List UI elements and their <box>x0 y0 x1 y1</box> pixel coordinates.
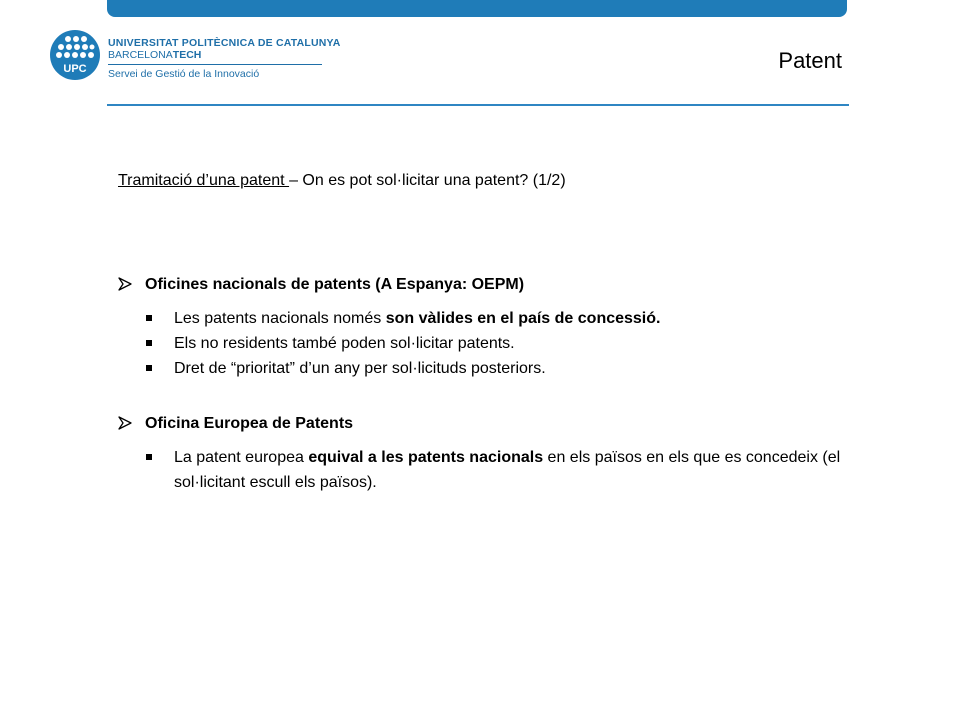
list-item <box>118 306 848 331</box>
item-text: Les patents nacionals només <box>174 310 386 327</box>
logo-barcelona-text: BARCELONA <box>108 49 173 61</box>
square-bullet-icon <box>146 340 152 346</box>
logo-tech-text: TECH <box>172 49 202 61</box>
arrow-bullet-icon <box>118 416 132 430</box>
logo-university-name: UNIVERSITAT POLITÈCNICA DE CATALUNYA <box>108 37 341 49</box>
section-european-office <box>118 414 848 495</box>
logo-text-block <box>108 37 348 80</box>
slide-subtitle <box>118 172 566 190</box>
square-bullet-icon <box>146 454 152 460</box>
subtitle-rest: – On es pot sol·licitar una patent? (1/2) <box>289 172 566 189</box>
section-heading <box>118 414 848 434</box>
item-text-after: en els països en els que es concedeix (el sol·licitant escull els països). <box>174 449 841 491</box>
upc-logo-mark-icon <box>50 30 100 80</box>
logo-barcelonatech <box>108 49 322 65</box>
logo-mark-text: UPC <box>63 63 87 75</box>
section-national-offices <box>118 275 848 381</box>
item-text: Dret de “prioritat” d’un any per sol·licituds posteriors. <box>174 360 546 377</box>
square-bullet-icon <box>146 315 152 321</box>
item-bold-text: equival a les patents nacionals <box>308 449 544 466</box>
arrow-bullet-icon <box>118 277 132 291</box>
list-item <box>118 356 848 381</box>
section-heading-text: Oficines nacionals de patents (A Espanya: OEPM) <box>145 276 525 293</box>
section-heading-text: Oficina Europea de Patents <box>145 415 354 432</box>
upc-logo <box>50 30 350 90</box>
list-item <box>118 331 848 356</box>
item-text: La patent europea <box>174 449 309 466</box>
square-bullet-icon <box>146 365 152 371</box>
item-text: Els no residents també poden sol·licitar patents. <box>174 335 515 352</box>
subtitle-underlined: Tramitació d’una patent <box>118 172 290 189</box>
list-item <box>118 445 854 495</box>
item-bold-text: son vàlides en el país de concessió. <box>385 310 661 327</box>
top-banner-bar <box>107 0 847 17</box>
page-title: Patent <box>778 48 842 73</box>
header-divider <box>107 104 849 106</box>
logo-service-name: Servei de Gestió de la Innovació <box>108 68 260 80</box>
section-heading <box>118 275 848 295</box>
